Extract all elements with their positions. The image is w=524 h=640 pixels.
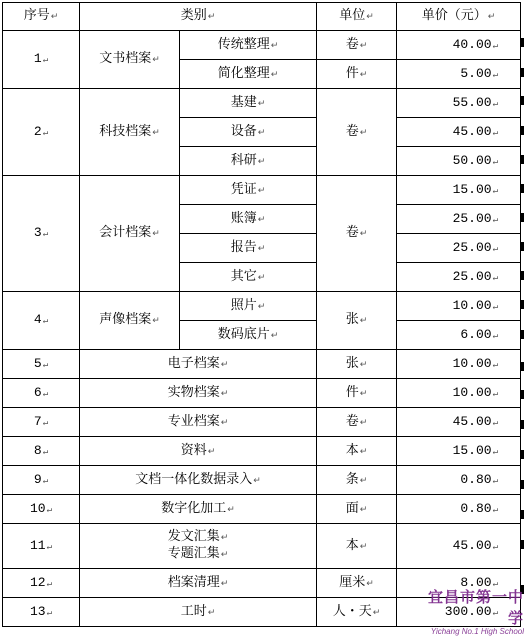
row-no: 4 ↵ — [3, 292, 80, 350]
category-cell: 电子档案 ↵ — [80, 350, 317, 379]
category-main: 科技档案 ↵ — [80, 89, 180, 176]
row-no: 6 ↵ — [3, 379, 80, 408]
unit-cell: 张 ↵ — [317, 292, 397, 350]
unit-cell: 卷 ↵ — [317, 408, 397, 437]
row-no: 13 ↵ — [3, 598, 80, 627]
price-cell: 10.00 ↵ — [397, 292, 521, 321]
table-row — [3, 569, 521, 598]
table-row — [3, 495, 521, 524]
category-cell: 发文汇集 ↵ 专题汇集 ↵ — [80, 524, 317, 569]
price-cell: 40.00 ↵ — [397, 31, 521, 60]
price-cell: 25.00 ↵ — [397, 205, 521, 234]
category-sub: 报告 ↵ — [180, 234, 317, 263]
category-main: 会计档案 ↵ — [80, 176, 180, 292]
unit-cell: 件 ↵ — [317, 60, 397, 89]
category-sub: 基建 ↵ — [180, 89, 317, 118]
table-row — [3, 176, 521, 205]
row-no: 2 ↵ — [3, 89, 80, 176]
category-cell: 文档一体化数据录入 ↵ — [80, 466, 317, 495]
watermark-text-cn: 宜昌市第一中学 — [427, 588, 524, 627]
category-cell: 档案清理 ↵ — [80, 569, 317, 598]
category-sub: 凭证 ↵ — [180, 176, 317, 205]
unit-cell: 面 ↵ — [317, 495, 397, 524]
table-row — [3, 350, 521, 379]
row-no: 5 ↵ — [3, 350, 80, 379]
category-cell: 实物档案 ↵ — [80, 379, 317, 408]
row-no: 11 ↵ — [3, 524, 80, 569]
category-sub: 简化整理 ↵ — [180, 60, 317, 89]
unit-cell: 件 ↵ — [317, 379, 397, 408]
category-sub: 照片 ↵ — [180, 292, 317, 321]
category-sub: 账簿 ↵ — [180, 205, 317, 234]
table-row — [3, 466, 521, 495]
header-unit: 单位 ↵ — [317, 3, 397, 31]
unit-cell: 厘米 ↵ — [317, 569, 397, 598]
unit-cell: 卷 ↵ — [317, 89, 397, 176]
price-cell: 45.00 ↵ — [397, 408, 521, 437]
unit-cell: 本 ↵ — [317, 524, 397, 569]
price-cell: 55.00 ↵ — [397, 89, 521, 118]
price-cell: 25.00 ↵ — [397, 263, 521, 292]
price-cell: 45.00 ↵ — [397, 118, 521, 147]
category-sub: 科研 ↵ — [180, 147, 317, 176]
header-no: 序号 ↵ — [3, 3, 80, 31]
category-cell: 数字化加工 ↵ — [80, 495, 317, 524]
price-cell: 50.00 ↵ — [397, 147, 521, 176]
price-cell: 25.00 ↵ — [397, 234, 521, 263]
unit-cell: 本 ↵ — [317, 437, 397, 466]
table-row — [3, 292, 521, 321]
header-price: 单价（元） ↵ — [397, 3, 521, 31]
row-no: 3 ↵ — [3, 176, 80, 292]
table-row — [3, 31, 521, 60]
header-category: 类别 ↵ — [80, 3, 317, 31]
table-row — [3, 379, 521, 408]
table-row — [3, 89, 521, 118]
row-no: 9 ↵ — [3, 466, 80, 495]
header-row — [3, 3, 521, 31]
category-sub: 设备 ↵ — [180, 118, 317, 147]
category-sub: 其它 ↵ — [180, 263, 317, 292]
unit-cell: 张 ↵ — [317, 350, 397, 379]
price-cell: 6.00 ↵ — [397, 321, 521, 350]
row-no: 12 ↵ — [3, 569, 80, 598]
price-cell: 10.00 ↵ — [397, 379, 521, 408]
price-cell: 0.80 ↵ — [397, 466, 521, 495]
row-no: 1 ↵ — [3, 31, 80, 89]
unit-cell: 卷 ↵ — [317, 176, 397, 292]
price-cell: 45.00 ↵ — [397, 524, 521, 569]
row-no: 7 ↵ — [3, 408, 80, 437]
table-row — [3, 408, 521, 437]
row-no: 10 ↵ — [3, 495, 80, 524]
row-no: 8 ↵ — [3, 437, 80, 466]
unit-cell: 人・天 ↵ — [317, 598, 397, 627]
watermark-text-en: Yichang No.1 High School — [430, 627, 524, 636]
category-main: 文书档案 ↵ — [80, 31, 180, 89]
price-cell: 300.00 ↵ — [397, 598, 521, 627]
category-sub: 数码底片 ↵ — [180, 321, 317, 350]
unit-cell: 条 ↵ — [317, 466, 397, 495]
category-cell: 资料 ↵ — [80, 437, 317, 466]
category-cell: 工时 ↵ — [80, 598, 317, 627]
price-cell: 15.00 ↵ — [397, 437, 521, 466]
unit-cell: 卷 ↵ — [317, 31, 397, 60]
price-cell: 15.00 ↵ — [397, 176, 521, 205]
category-main: 声像档案 ↵ — [80, 292, 180, 350]
price-cell: 10.00 ↵ — [397, 350, 521, 379]
table-row — [3, 524, 521, 569]
price-cell: 8.00 ↵ — [397, 569, 521, 598]
price-cell: 5.00 ↵ — [397, 60, 521, 89]
price-table — [2, 2, 521, 627]
table-row — [3, 598, 521, 627]
price-cell: 0.80 ↵ — [397, 495, 521, 524]
category-cell: 专业档案 ↵ — [80, 408, 317, 437]
table-row — [3, 437, 521, 466]
category-sub: 传统整理 ↵ — [180, 31, 317, 60]
